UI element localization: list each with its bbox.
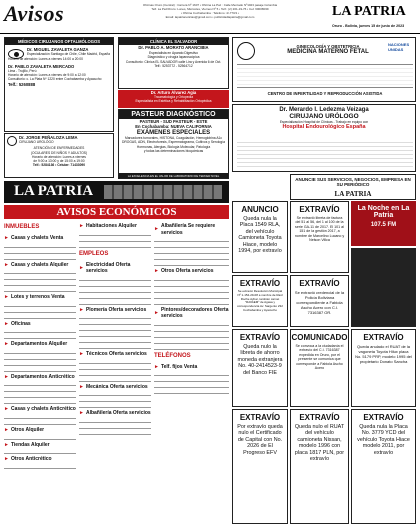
ad-radio	[351, 201, 416, 246]
ad-text: ANUNCIE SUS SERVICIOS, NEGOCIOS, EMPRESA EN SU PERIÓDICO	[295, 177, 411, 188]
category	[79, 410, 151, 417]
category	[154, 223, 229, 236]
category	[4, 456, 76, 463]
ad-heading: MÉDICOS CIRUJANOS OFTALMÓLOGOS	[5, 38, 113, 45]
phone: Telf.: 5260888	[8, 81, 36, 87]
category-label: Pintores/decoradores Oferta servicios	[160, 306, 229, 320]
ad-body: Queda nula la Placa 1549 RLA, del vehículo Camioneta Toyota Hiace, modelo 1994, por extravío	[238, 216, 282, 255]
arrow-icon: ►	[79, 306, 84, 313]
hours: Horario de atención: Lunes a viernes de 9:00 a 12:00	[8, 72, 86, 77]
category-label: Lotes y terrenos Venta	[10, 294, 65, 301]
category	[4, 427, 76, 434]
ad-title: EXTRAVÍO	[299, 205, 340, 214]
ad-body: Se extravió Resolución Municipal Nº 1-154-29-08 a nombre de Raúl Roche Aybar, también carnet "RAVAEM" de Agasa y correspondencia Av. Sargento 232 Cochabamba y Ayacucho	[237, 289, 283, 312]
address: En Cochabamba: NUEVA CALIFORNIA	[135, 124, 212, 130]
ad-extravio-factura	[290, 201, 349, 273]
economicos-title: AVISOS ECONÓMICOS	[56, 206, 177, 218]
category-label: Otros Oferta servicios	[160, 268, 214, 275]
category-label: Casas y chalets Anticrético	[10, 406, 76, 413]
economicos-banner	[4, 205, 229, 219]
ad-body: Se extravió libreta de factura del 51 al 56, del 1 al 100 de la serie GA-11 de 2017. El 101 al 151 de la gestión 2017, a nombre de Marcelino Lucano y Nelson Villca	[294, 216, 345, 243]
category	[154, 307, 229, 320]
issue-date: Oruro - Bolivia, jueves 15 de junio de 2023	[332, 24, 405, 28]
ad-body: Queda nulo el RUAT del vehículo camioneta Nissan, modelo 1996 con placa 1817 PLN, por extravío	[294, 424, 345, 463]
eye-icon	[8, 49, 24, 59]
ad-text: DROGAS, ADN, Electroforesis, Espermatograma, Cultivos y Serología	[122, 140, 225, 145]
arrow-icon: ►	[79, 264, 84, 271]
ad-penaloza	[4, 133, 114, 178]
ad-text: Especialista en Aparato Digestivo	[149, 51, 198, 56]
ad-ginecologia	[232, 37, 416, 102]
section-heading: INMUEBLES	[4, 224, 40, 230]
university-seal-icon	[237, 42, 255, 60]
ad-footer: LA EXCELENCIA EN EL VALOR DE LABORATORIO DE TERCER NIVEL	[119, 173, 228, 178]
ad-title: EXTRAVÍO	[239, 333, 281, 342]
category-label: Tiendas Alquiler	[10, 441, 50, 448]
ad-traumatologia	[118, 90, 229, 108]
ad-title: EXTRAVÍO	[363, 413, 404, 422]
category	[4, 341, 76, 348]
classified-col-1	[4, 221, 76, 503]
contact-line: Oficinas Oruro (Central) : Carrera Nº 1607 • Oficina La Paz : Calle Mercado Nº1023 pasaje Colombia	[142, 3, 278, 7]
ad-comunicado	[290, 329, 349, 407]
classified-col-3	[154, 221, 229, 503]
doctor-name: Dr. PABLO ZAVALETA MERCADO	[8, 63, 75, 69]
ad-extravio-ruat-hilux	[351, 329, 416, 407]
section-heading: EMPLEOS	[79, 250, 109, 257]
ad-text: Especialización Hospital de Clínicas - Trabajo en equipo con	[279, 120, 369, 124]
arrow-icon: ►	[79, 383, 84, 390]
ad-radio-photo	[351, 248, 416, 327]
category	[4, 294, 76, 301]
arrow-icon: ►	[154, 363, 159, 370]
phone: Telf.: 5253772 - 52564712	[154, 63, 193, 68]
brand-banner	[4, 181, 229, 203]
category-label: Oficinas	[10, 320, 31, 327]
category	[154, 364, 229, 371]
category	[4, 442, 76, 449]
ad-clinica-salvador	[118, 37, 229, 89]
category-label: Casas y chalets Venta	[10, 234, 64, 241]
ad-text: ATENCIÓN DE ENFERMEDADES	[33, 146, 85, 151]
ad-text: Horario de atención: Lunes a viernes	[32, 154, 86, 159]
radio-frequency: 107.5 FM	[370, 222, 397, 228]
category-label: Albañilería Se requiere servicios	[160, 223, 216, 236]
category-label: Albañilería Oferta servicios	[85, 410, 151, 417]
ad-title: ANUNCIO	[241, 205, 279, 214]
category	[4, 262, 76, 269]
exams-title: EXÁMENES ESPECIALES	[136, 130, 211, 137]
ad-title: COMUNICADO	[291, 333, 348, 342]
ad-pasteur	[118, 109, 229, 179]
doctor-specialty: Especialización Santiago de Chile, Chile Madrid, España	[27, 52, 111, 57]
category	[4, 374, 76, 381]
services-list	[237, 139, 413, 169]
ad-extravio-ruat-nissan	[290, 409, 349, 524]
newspaper-logo: LA PATRIA	[332, 4, 406, 19]
ad-subheading: PASTEUR - SUD PASTEUR - ESTE	[139, 119, 208, 124]
arrow-icon: ►	[4, 427, 9, 434]
category-label: Telf. fijos Venta	[160, 363, 198, 370]
ad-text: Hormonas, Alergias, Biología Molecular, Patología	[136, 144, 211, 149]
category-label: Plomería Oferta servicios	[85, 306, 147, 313]
ad-body: Queda anulado el RUAT de la vagoneta Toyota Hilux placa No. 5179 PRP, modelo 1995 del propietario Donato Sancha	[355, 344, 412, 364]
arrow-icon: ►	[154, 310, 159, 317]
category-label: Casas y chalets Alquiler	[10, 261, 69, 268]
ad-text: y todas las determinaciones bioquímicas	[143, 148, 204, 153]
section-heading: TELÉFONOS	[154, 352, 191, 359]
ad-body: Se extravió credencial de la Policía Boliviana correspondiente a Fabiola Ascho Acero con C.I. 7316387 OR.	[294, 290, 345, 315]
ad-text: Traumatología y Ortopedia	[153, 95, 194, 100]
category	[4, 321, 76, 328]
center-title: CENTRO DE INFERTILIDAD Y REPRODUCCIÓN ASISTIDA	[267, 91, 383, 96]
category	[4, 406, 76, 413]
naciones-logo: NACIONES UNIDAS	[388, 42, 410, 52]
category	[79, 351, 151, 358]
section-title: Avisos	[4, 1, 65, 26]
ad-heading: CLÍNICA EL SALVADOR	[119, 38, 228, 45]
ad-logo: LA PATRIA	[334, 189, 372, 198]
doctor-specialty: Lima - Trujillo, Perú	[8, 68, 37, 73]
page-header	[0, 0, 420, 34]
contact-line: Email: lapatrianoticias@gmail.com • publicidadlapatria@gmail.com	[165, 14, 255, 19]
ad-body: Queda nula la Placa No. 3779 YCD del vehículo Toyota Hiace modelo 2011, por extravío	[357, 424, 410, 456]
doctor-list	[237, 64, 413, 88]
category	[154, 268, 229, 275]
ad-extravio-certificado	[232, 409, 288, 524]
ad-text: Consultorio: Clínica EL SALVADOR calle Lira y Avenida 6 de Oct.	[125, 59, 222, 64]
category-label: Otros Alquiler	[10, 427, 45, 434]
ad-title: EXTRAVÍO	[363, 333, 404, 342]
ad-title: EXTRAVÍO	[239, 413, 281, 422]
classified-col-2	[79, 221, 151, 503]
category	[79, 384, 151, 391]
ad-extravio-libreta	[232, 329, 288, 407]
contact-info	[90, 4, 330, 20]
ad-text: de 9:00 a 13:00 y de 15:00 a 19:00	[33, 159, 85, 164]
arrow-icon: ►	[4, 294, 9, 301]
arrow-icon: ►	[154, 268, 159, 275]
doctor-specialty: CIRUJANO UROLÓGO	[19, 140, 54, 145]
ad-extravio-resolucion	[232, 275, 288, 327]
hours: Horario de atención: Lunes a viernes 14:00 a 20:00	[8, 57, 83, 62]
ad-heading: PASTEUR DIAGNÓSTICO	[119, 110, 228, 119]
ad-title: EXTRAVÍO	[239, 279, 281, 288]
ad-text: Marcadores tumorales, HISTONA, Coagulación, Hemoglobina A1c	[124, 136, 223, 141]
arrow-icon: ►	[79, 351, 84, 358]
arrow-icon: ►	[4, 456, 9, 463]
ad-text: Especialista en Estética y Rehabilitación Ortopédica	[135, 99, 212, 104]
doctor-name: Dr. PABLO A. MORATO ARANCIBIA	[138, 45, 209, 51]
category-label: Electricidad Oferta servicios	[85, 261, 131, 275]
arrow-icon: ►	[79, 410, 84, 417]
ad-oftalmologos	[4, 37, 114, 132]
category-label: Departamentos Alquiler	[10, 341, 68, 348]
category-label: Otros Anticrético	[10, 456, 52, 463]
ad-body: Por extravío queda nulo el Certificado de Capital con No. 2026 de El Progreso EFV	[237, 424, 283, 456]
contact-line: • Oficina Cochabamba : Teléfono: 4/-770/1 •	[180, 10, 240, 15]
doctor-name: Dr. Merardo I. Ledezma Veizaga	[279, 107, 369, 113]
ad-subheading: MEDICINA MATERNO FETAL	[287, 49, 369, 56]
arrow-icon: ►	[4, 341, 9, 348]
phone: Telf.: 5284136 • Celular: 71433090	[32, 163, 86, 168]
arrow-icon: ►	[4, 373, 9, 380]
ad-text: Hospital Endourológico España	[282, 124, 366, 131]
banner-logo: LA PATRIA	[14, 183, 94, 199]
ad-extravio-placa	[351, 409, 416, 524]
arrow-icon: ►	[4, 261, 9, 268]
eye-icon	[7, 136, 17, 146]
category-label: Habitaciones Alquiler	[85, 223, 137, 229]
doctor-name: Dr. JORGE PEÑALOZA LEMA	[19, 135, 78, 140]
doctor-name: Dr. MIGUEL ZAVALETA GANZA	[27, 47, 89, 53]
doctor-specialty: CIRUJANO URÓLOGO	[289, 113, 359, 120]
address: Consultorio: c. La Plata Nº 1220 entre Cochabamba y Ayacucho	[8, 77, 102, 82]
category-label: Departamentos Anticrético	[10, 373, 75, 380]
ad-extravio-credencial	[290, 275, 349, 327]
ad-anuncio-placa	[232, 201, 288, 273]
category	[79, 223, 151, 230]
category-label: Mecánica Oferta servicios	[85, 383, 148, 390]
arrow-icon: ►	[154, 226, 159, 233]
ad-text: Diagnóstico y cirugía laparoscópica	[147, 55, 200, 60]
category	[79, 307, 151, 314]
category-label: Técnicos Oferta servicios	[85, 351, 147, 358]
ad-title: EXTRAVÍO	[299, 279, 340, 288]
arrow-icon: ►	[79, 223, 84, 229]
ad-body: Queda nulo la libreta de ahorro moneda extranjera No. 40-2414523-9 del Banco FIE	[237, 344, 283, 376]
radio-title: La Noche en La Patria	[357, 205, 410, 219]
arrow-icon: ►	[4, 406, 9, 413]
doctor-name: Dr. Arturo Álvarez Agia	[150, 90, 197, 95]
category	[4, 235, 76, 242]
category	[79, 262, 151, 275]
ad-title: EXTRAVÍO	[299, 413, 340, 422]
ad-urologo	[232, 104, 416, 172]
arrow-icon: ►	[4, 320, 9, 327]
arrow-icon: ►	[4, 234, 9, 241]
ad-anuncie	[290, 174, 416, 200]
ad-text: (OCULARES DE NIÑOS Y ADULTOS)	[30, 150, 88, 155]
arrow-icon: ►	[4, 441, 9, 448]
banner-photo-strip	[104, 185, 222, 199]
contact-line: Telf. La Paz/Oruro: Lunes, Miércoles, Viernes Nº 5 • Telf.: (2) 201-19-76 • Cel: 60008039	[151, 6, 269, 11]
ad-heading: GINECOLOGÍA Y OBSTETRICIA	[296, 44, 360, 49]
ad-body: Se convoca a la ciudadanía el extravío del C.I. 7316387 expedida en Oruro, por el presente se comunica que corresponde a Fabiola Ascho Acero	[295, 344, 344, 371]
